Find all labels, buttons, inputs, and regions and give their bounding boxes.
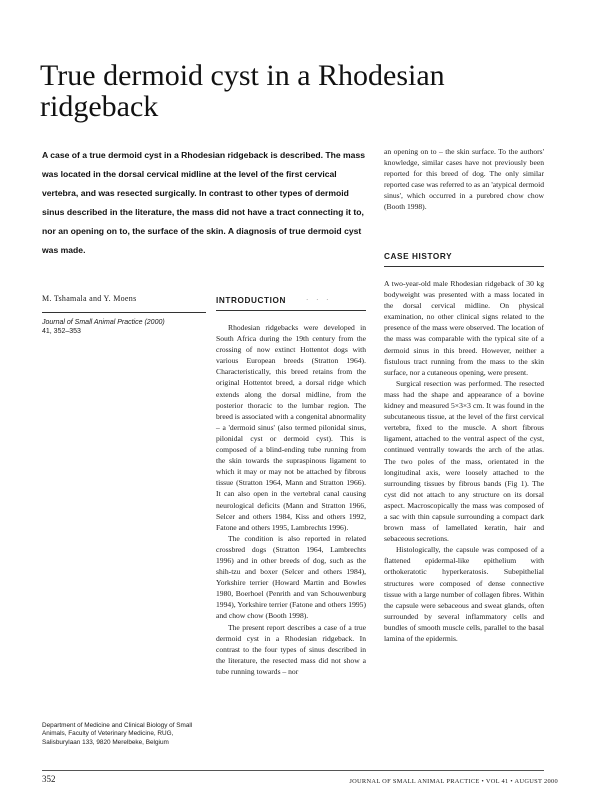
journal-name: Journal of Small Animal Practice (2000) <box>42 319 165 326</box>
introduction-paragraph: The present report describes a case of a true dermoid cyst in a Rhodesian ridgeback. In contrast to the four types of sinus described in the literature, the resected mass did not show a tube running towards – nor <box>216 622 366 676</box>
affiliation: Department of Medicine and Clinical Biology of Small Animals, Faculty of Veterinary Medicine, RUG, Salisburylaan 133, 9820 Merelbeke, Belgium <box>42 722 193 746</box>
case-history-paragraph: Histologically, the capsule was composed of a flattened epidermal-like epithelium with orthokeratotic hyperkeratosis. Subepithelial structures were composed of dense connective tissue with a large number of collagen fibres. Within the capsule were sebaceous and sweat glands, often surrounded by several inflammatory cells and bundles of smooth muscle cells, parallel to the basal lamina of the epidermis. <box>384 545 544 643</box>
authors: M. Tshamala and Y. Moens <box>42 294 137 303</box>
footer-rule <box>42 770 544 771</box>
author-rule <box>42 312 206 313</box>
case-history-paragraph: A two-year-old male Rhodesian ridgeback of 30 kg bodyweight was presented with a mass located in the dorsal cervical midline. On physical examination, no other clinical signs related to the presence of the mass were observed. The location of the mass was comparable with the typical site of a dermoid sinus in this breed. However, neither a fistulous tract running from the mass to the skin surface, nor a cutaneous opening, were present. <box>384 279 544 377</box>
introduction-paragraph: The condition is also reported in related crossbred dogs (Stratton 1964, Lambrechts 1996) and in other breeds of dog, such as the shih-tzu and boxer (Selcer and others 1984), Yorkshire terrier (Howard Martin and Bowles 1980, Boerhoel (Penrith and van Schouwenburg 1994), Yorkshire terrier (Fatone and others 1995) and chow chow (Booth 1998). <box>216 533 366 621</box>
case-history-body <box>384 278 544 644</box>
case-history-rule <box>384 266 544 267</box>
page-number: 352 <box>42 774 56 784</box>
introduction-body <box>216 322 366 677</box>
abstract: A case of a true dermoid cyst in a Rhodesian ridgeback is described. The mass was located in the dorsal cervical midline at the level of the first cervical vertebra, and was resected surgically. In contrast to other types of dermoid sinus described in the literature, the mass did not have a tract connecting it to, nor an opening on to, the surface of the skin. A diagnosis of true dermoid cyst was made. <box>42 150 366 255</box>
article-title: True dermoid cyst in a Rhodesian ridgeback <box>40 59 445 124</box>
introduction-heading: INTRODUCTION <box>216 296 286 305</box>
case-history-paragraph: Surgical resection was performed. The resected mass had the shape and appearance of a bovine kidney and measured 5×3×3 cm. It was found in the subcutaneous tissue, at the level of the first cervical vertebra, fixed to the muscle. A short fibrous ligament, attached to the ventral aspect of the cyst, continued ventrally towards the arch of the atlas. The two poles of the mass, orientated in the longitudinal axis, were loosely attached to the surrounding tissues by fibrous bands (Fig 1). The cyst did not attach to any structure on its dorsal aspect. Macroscopically the mass was composed of a sac with thin capsule surrounding a compact dark brown mass of lamellated keratin, hair and sebaceous secretions. <box>384 378 544 544</box>
case-history-heading: CASE HISTORY <box>384 252 453 261</box>
introduction-rule <box>216 310 366 311</box>
journal-reference <box>42 318 202 336</box>
continuation-body <box>384 146 544 213</box>
footer-journal: JOURNAL OF SMALL ANIMAL PRACTICE • VOL 41 • AUGUST 2000 <box>349 778 558 785</box>
continuation-paragraph: an opening on to – the skin surface. To the authors' knowledge, similar cases have not previously been reported for this breed of dog. The only similar reported case was referred to as an 'atypical dermoid sinus', which occurred in a purebred chow chow (Booth 1998). <box>384 147 544 212</box>
introduction-paragraph: Rhodesian ridgebacks were developed in South Africa during the 19th century from the crossing of now extinct Hottentot dogs with various European breeds (Stratton 1964). Characteristically, this breed retains from the original Hottentot breed, a dorsal ridge which extends along the dorsal midline, from the posterior thoracic to the lumbar region. The breed is associated with a congenital abnormality – a 'dermoid sinus' (also termed pilonidal sinus, pilonidal cyst or dermoid cyst). This is composed of a blind-ending tube running from the skin towards the supraspinous ligament to which it may or may not be attached by fibrous tissue (Stratton 1964, Mann and Stratton 1966). It can also open in the vertebral canal causing neurological deficits (Mann and Stratton 1966, Selcer and others 1984, Kiss and others 1992, Fatone and others 1995, Lambrechts 1996). <box>216 323 366 532</box>
journal-citation: 41, 352–353 <box>42 328 81 335</box>
decorative-marks: · · · <box>306 296 332 304</box>
